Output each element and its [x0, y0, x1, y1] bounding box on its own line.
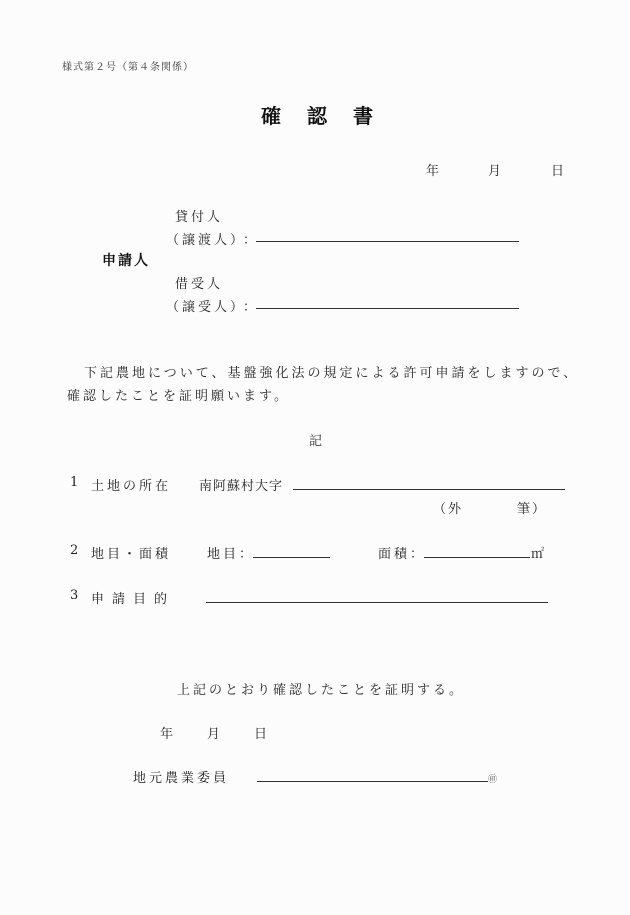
form-number: 様式第２号（第４条関係）: [62, 62, 194, 73]
land-category-label: 地目：: [207, 547, 256, 562]
header-date-day: 日: [551, 164, 567, 179]
signer-label: 地元農業委員: [133, 771, 230, 786]
applicant-section-label: 申請人: [102, 253, 150, 269]
area-input-line[interactable]: [424, 557, 530, 558]
application-purpose-input-line[interactable]: [206, 602, 548, 603]
certification-statement: 上記のとおり確認したことを証明する。: [177, 683, 466, 698]
ki-label: 記: [309, 434, 325, 449]
parcel-count-close: 筆）: [517, 502, 548, 517]
header-date-month: 月: [488, 164, 504, 179]
area-label: 面積：: [378, 547, 427, 562]
parcel-count-open: （外: [433, 502, 464, 517]
lender-input-line[interactable]: [256, 241, 519, 242]
area-unit: ㎡: [531, 547, 545, 562]
land-location-input-line[interactable]: [293, 489, 565, 490]
body-text-line-2: 確認したことを証明願います。: [67, 389, 290, 404]
certification-date-day: 日: [254, 727, 270, 742]
seal-icon: ㊞: [488, 775, 498, 785]
land-category-input-line[interactable]: [253, 557, 330, 558]
lender-label: 貸付人: [175, 210, 224, 225]
borrower-label: 借受人: [175, 277, 224, 292]
item-3-number: 3: [70, 588, 81, 603]
certification-date-month: 月: [207, 727, 223, 742]
body-text-line-1: 下記農地について、基盤強化法の規定による許可申請をしますので、: [84, 366, 580, 381]
header-date-year: 年: [426, 164, 442, 179]
item-2-label: 地目・面積: [91, 547, 172, 562]
certification-date-year: 年: [160, 727, 176, 742]
signer-input-line[interactable]: [257, 781, 488, 782]
borrower-colon: ：: [243, 300, 259, 315]
item-1-number: 1: [70, 475, 81, 490]
item-2-number: 2: [70, 543, 81, 558]
transferee-label: （譲受人）: [166, 300, 247, 315]
borrower-input-line[interactable]: [256, 308, 519, 309]
transferor-label: （譲渡人）: [166, 233, 247, 248]
document-title: 確認書: [261, 104, 399, 128]
item-1-label: 土地の所在: [91, 479, 172, 494]
lender-colon: ：: [243, 233, 259, 248]
item-3-label: 申請目的: [91, 592, 176, 607]
item-1-prefix: 南阿蘇村大字: [199, 479, 284, 494]
